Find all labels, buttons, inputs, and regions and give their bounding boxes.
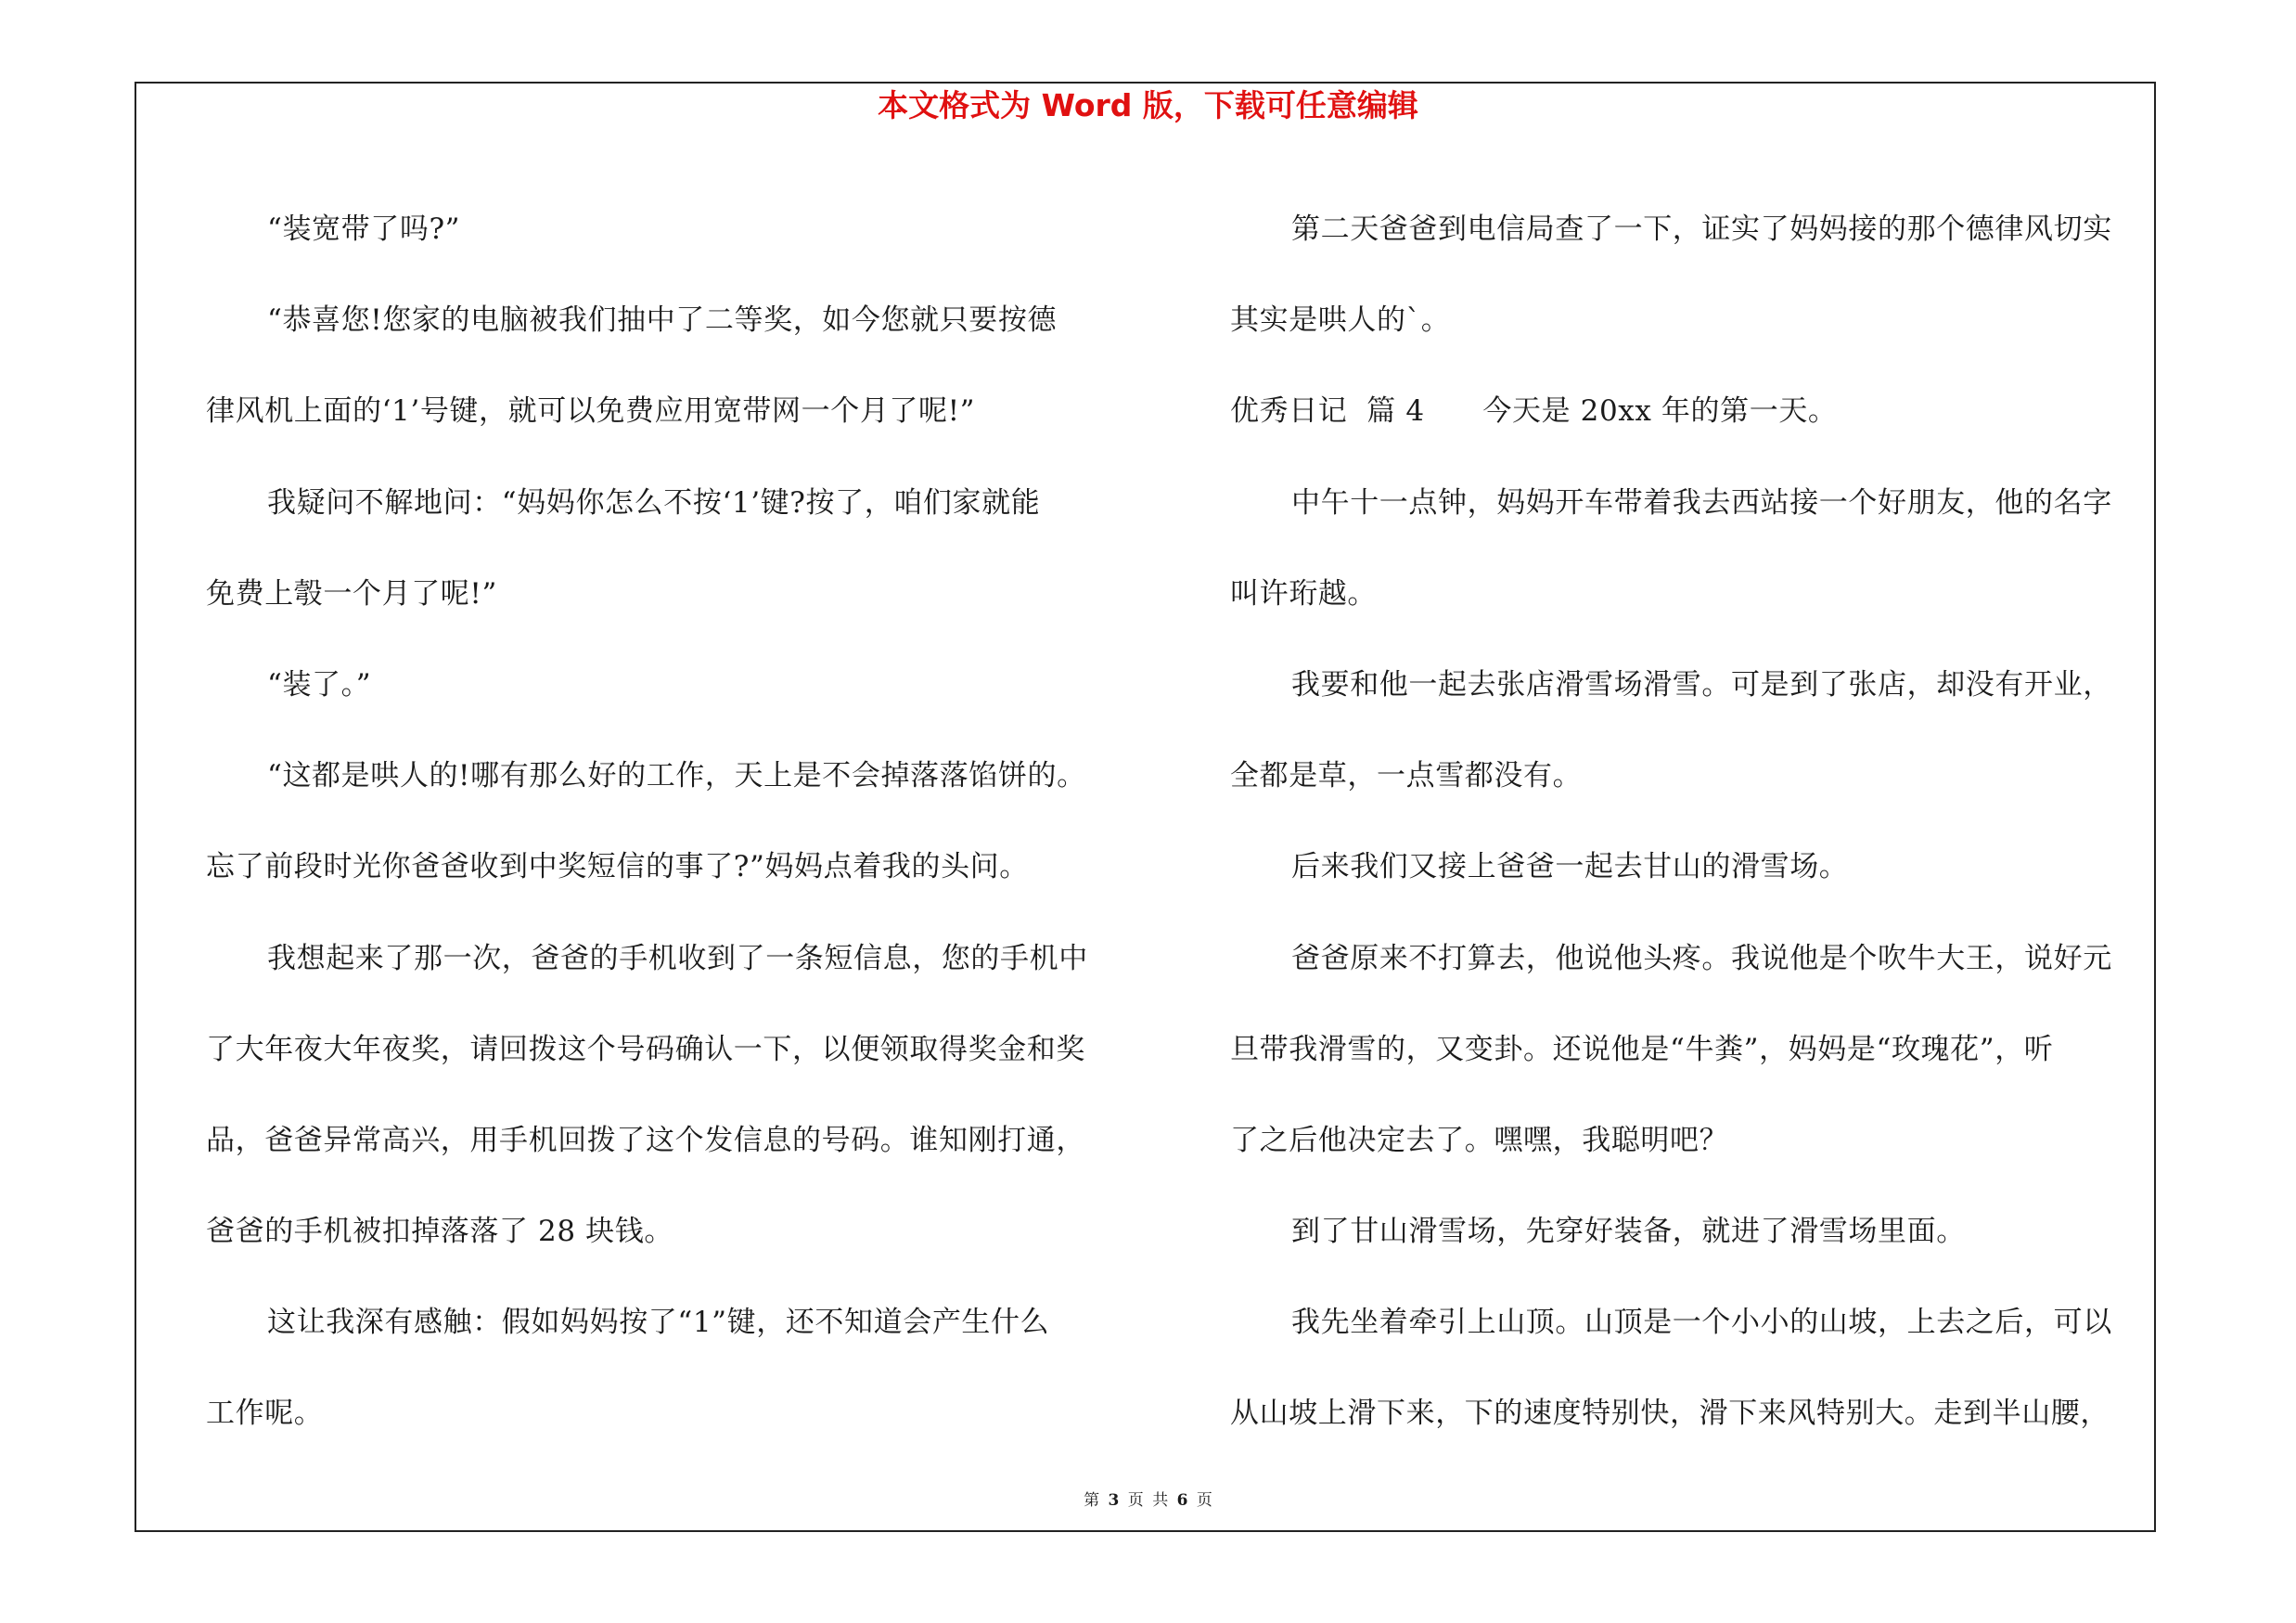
paragraph-line: 到了甘山滑雪场，先穿好装备，就进了滑雪场里面。 bbox=[1291, 1215, 1966, 1249]
section-heading-line: 优秀日记 篇 4 今天是 20xx 年的第一天。 bbox=[1230, 394, 1838, 429]
paragraph-line: 我要和他一起去张店滑雪场滑雪。可是到了张店，却没有开业， bbox=[1291, 667, 2112, 702]
paragraph-line: 从山坡上滑下来，下的速度特别快，滑下来风特别大。走到半山腰， bbox=[1230, 1397, 2110, 1431]
page-number-footer bbox=[0, 1490, 2296, 1511]
right-text-column bbox=[1230, 184, 2158, 1460]
paragraph-line: 叫许珩越。 bbox=[1230, 576, 1377, 611]
paragraph-line: “装了。” bbox=[267, 667, 372, 702]
paragraph-line: 后来我们又接上爸爸一起去甘山的滑雪场。 bbox=[1291, 850, 1849, 884]
current-page-number: 3 bbox=[1108, 1491, 1120, 1510]
left-text-column bbox=[206, 184, 1145, 1460]
paragraph-line: “恭喜您!您家的电脑被我们抽中了二等奖，如今您就只要按德 bbox=[267, 303, 1058, 338]
paragraph-line: 了大年夜大年夜奖，请回拨这个号码确认一下，以便领取得奖金和奖 bbox=[206, 1032, 1085, 1066]
paragraph-line: 忘了前段时光你爸爸收到中奖短信的事了?”妈妈点着我的头问。 bbox=[206, 850, 1029, 884]
paragraph-line: 律风机上面的‘1’号键，就可以免费应用宽带网一个月了呢!” bbox=[206, 394, 976, 429]
paragraph-line: “这都是哄人的!哪有那么好的工作，天上是不会掉落落馅饼的。 bbox=[267, 759, 1086, 793]
paragraph-line: 了之后他决定去了。嘿嘿，我聪明吧？ bbox=[1230, 1123, 1729, 1157]
footer-middle: 页 共 bbox=[1127, 1491, 1169, 1510]
paragraph-line: 我先坐着牵引上山顶。山顶是一个小小的山坡，上去之后，可以 bbox=[1291, 1306, 2112, 1340]
paragraph-line: 第二天爸爸到电信局查了一下，证实了妈妈接的那个德律风切实 bbox=[1291, 213, 2112, 246]
paragraph-line: 爸爸原来不打算去，他说他头疼。我说他是个吹牛大王，说好元 bbox=[1291, 941, 2112, 975]
paragraph-line: 中午十一点钟，妈妈开车带着我去西站接一个好朋友，他的名字 bbox=[1291, 485, 2112, 520]
paragraph-line: 我想起来了那一次，爸爸的手机收到了一条短信息，您的手机中 bbox=[267, 941, 1088, 975]
paragraph-line: 旦带我滑雪的，又变卦。还说他是“牛粪”，妈妈是“玫瑰花”，听 bbox=[1230, 1032, 2054, 1066]
paragraph-line: “装宽带了吗?” bbox=[267, 213, 461, 246]
paragraph-line: 这让我深有感触：假如妈妈按了“1”键，还不知道会产生什么 bbox=[267, 1306, 1050, 1340]
paragraph-line: 免费上彀一个月了呢!” bbox=[206, 576, 497, 611]
total-pages-number: 6 bbox=[1176, 1491, 1188, 1510]
footer-suffix: 页 bbox=[1196, 1491, 1212, 1510]
paragraph-line: 我疑问不解地问：“妈妈你怎么不按‘1’键?按了，咱们家就能 bbox=[267, 485, 1041, 520]
paragraph-line: 其实是哄人的`。 bbox=[1230, 303, 1451, 338]
paragraph-line: 品，爸爸异常高兴，用手机回拨了这个发信息的号码。谁知刚打通， bbox=[206, 1123, 1085, 1157]
paragraph-line: 爸爸的手机被扣掉落落了 28 块钱。 bbox=[206, 1215, 673, 1249]
paragraph-line: 全都是草，一点雪都没有。 bbox=[1230, 759, 1583, 793]
word-format-banner: 本文格式为 Word 版，下载可任意编辑 bbox=[878, 87, 1418, 123]
footer-prefix: 第 bbox=[1084, 1491, 1100, 1510]
paragraph-line: 工作呢。 bbox=[206, 1397, 324, 1431]
